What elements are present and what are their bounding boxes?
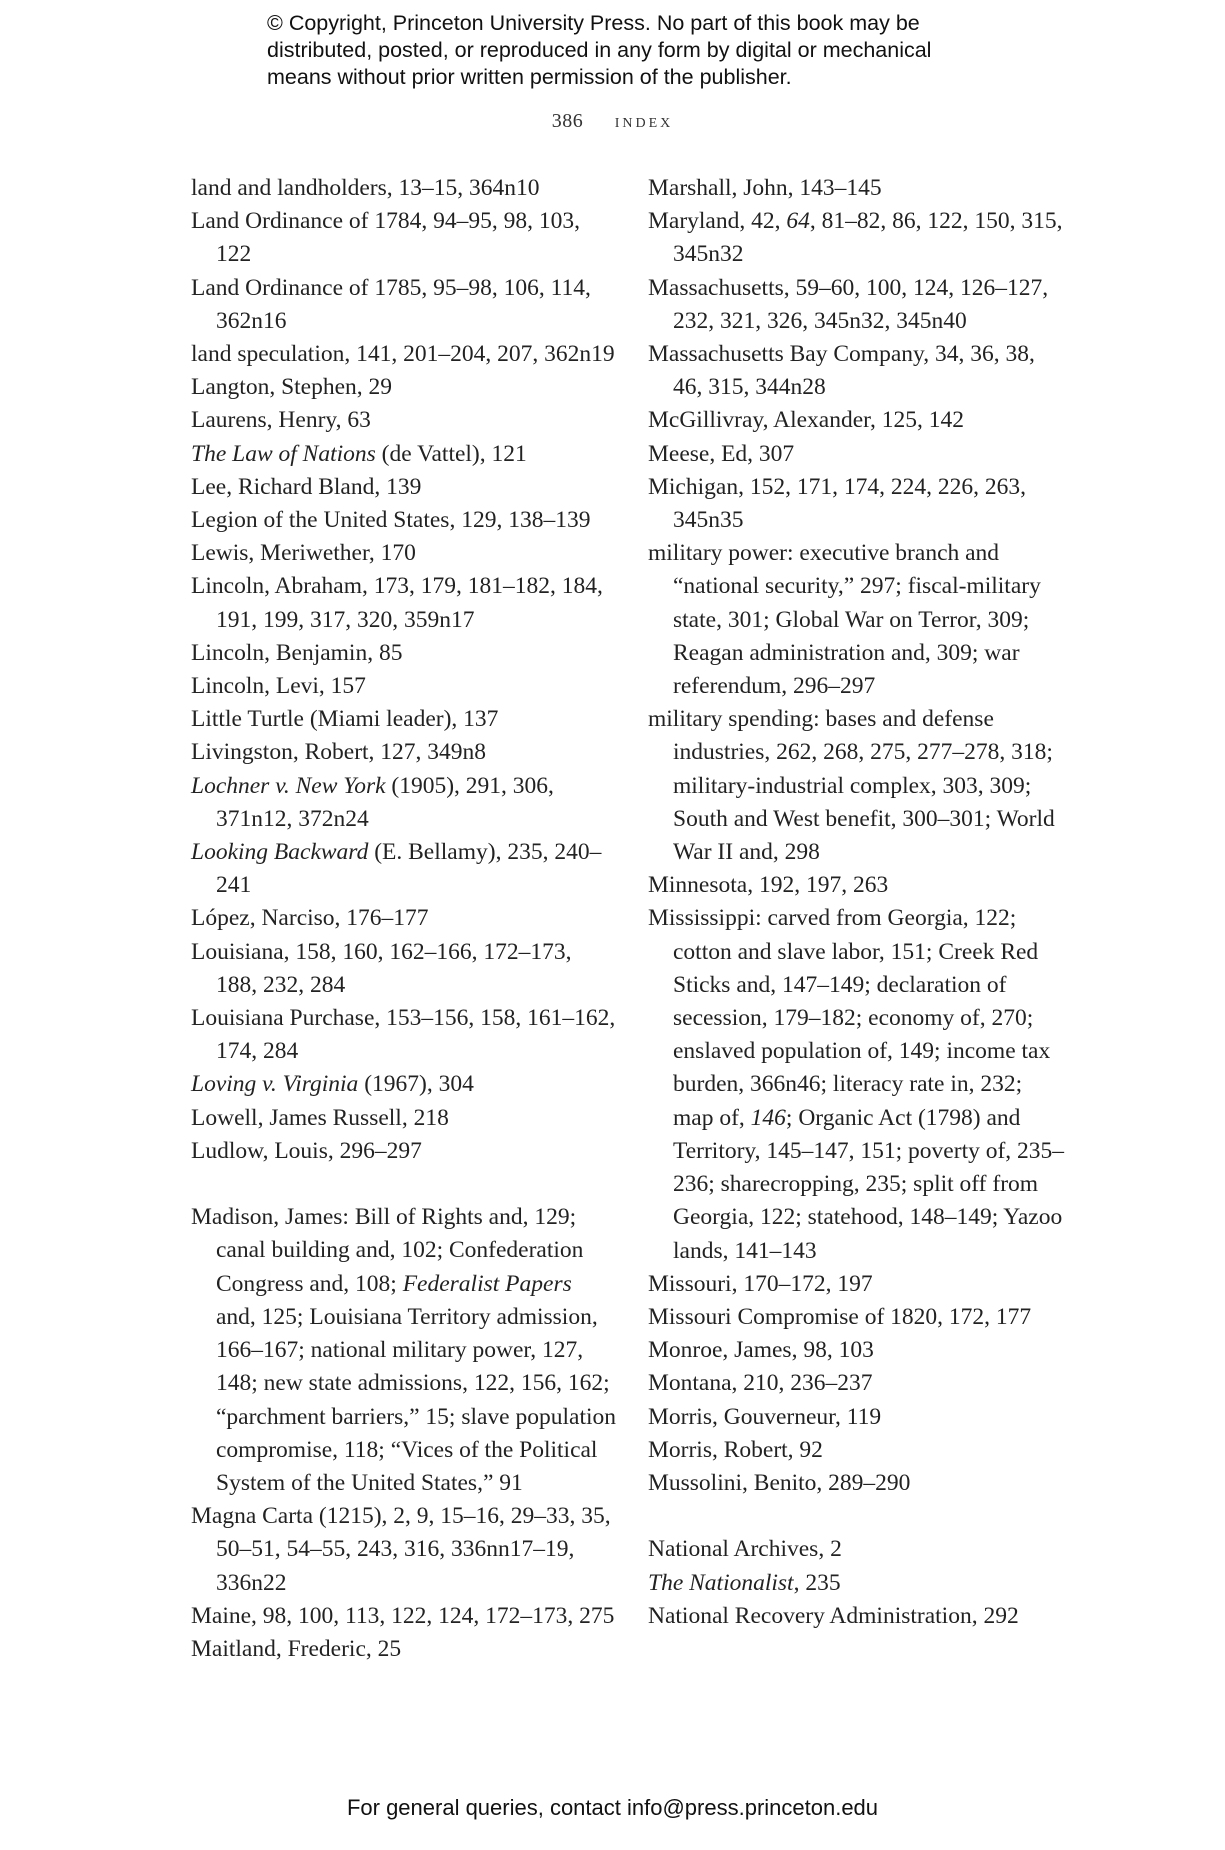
index-entry bbox=[191, 371, 616, 404]
copyright-line: distributed, posted, or reproduced in any form by digital or mechanical bbox=[267, 38, 932, 62]
entry-text: Land Ordinance of 1784, 94–95, 98, 103, 122 bbox=[191, 208, 580, 268]
entry-italic-text: 146 bbox=[750, 1104, 786, 1131]
index-entry bbox=[648, 438, 1068, 471]
entry-text: military power: executive branch and “national security,” 297; fiscal-military state, 301; Global War on Terror, 309; Reagan administration and, 309; war referendum, 296–297 bbox=[648, 540, 1041, 700]
entry-text: , 235 bbox=[793, 1569, 841, 1596]
entry-text: Maine, 98, 100, 113, 122, 124, 172–173, 275 bbox=[191, 1602, 615, 1629]
index-entry bbox=[191, 736, 616, 769]
index-column-left bbox=[191, 172, 616, 1666]
entry-text: Montana, 210, 236–237 bbox=[648, 1370, 873, 1397]
index-entry bbox=[648, 272, 1068, 338]
index-entry bbox=[648, 172, 1068, 205]
entry-text: Meese, Ed, 307 bbox=[648, 440, 795, 467]
entry-text: land speculation, 141, 201–204, 207, 362n19 bbox=[191, 341, 615, 368]
copyright-line: means without prior written permission of the publisher. bbox=[267, 65, 792, 89]
index-entry bbox=[191, 1068, 616, 1101]
entry-text: Louisiana, 158, 160, 162–166, 172–173, 188, 232, 284 bbox=[191, 938, 572, 998]
entry-text: Lewis, Meriwether, 170 bbox=[191, 540, 416, 567]
entry-text: Missouri Compromise of 1820, 172, 177 bbox=[648, 1303, 1032, 1330]
index-entry bbox=[648, 1401, 1068, 1434]
entry-text: (1905), 291, 306, 371n12, 372n24 bbox=[216, 772, 554, 832]
index-entry bbox=[648, 869, 1068, 902]
index-entry bbox=[648, 1434, 1068, 1467]
index-entry bbox=[191, 1600, 616, 1633]
index-entry bbox=[191, 1102, 616, 1135]
index-entry bbox=[648, 1600, 1068, 1633]
entry-italic-text: 64 bbox=[786, 208, 810, 235]
index-entry bbox=[191, 471, 616, 504]
index-entry bbox=[191, 570, 616, 636]
entry-text: and, 125; Louisiana Territory admission, 166–167; national military power, 127, 148; new state admissions, 122, 156, 162; “parchment barriers,” 15; slave population compromise, 118; “Vices of the Political System of the United States,” 91 bbox=[216, 1303, 617, 1496]
index-entry bbox=[648, 1301, 1068, 1334]
index-entry bbox=[648, 1367, 1068, 1400]
entry-text: (de Vattel), 121 bbox=[375, 440, 527, 467]
entry-text: Morris, Robert, 92 bbox=[648, 1436, 823, 1463]
index-entry bbox=[191, 404, 616, 437]
index-entry bbox=[191, 637, 616, 670]
index-entry bbox=[191, 504, 616, 537]
index-entry bbox=[191, 172, 616, 205]
page-number: 386 bbox=[551, 110, 584, 132]
entry-text: Lincoln, Benjamin, 85 bbox=[191, 639, 403, 666]
index-entry bbox=[648, 1334, 1068, 1367]
entry-text: Massachusetts, 59–60, 100, 124, 126–127, 232, 321, 326, 345n32, 345n40 bbox=[648, 274, 1049, 334]
entry-text: Little Turtle (Miami leader), 137 bbox=[191, 706, 499, 733]
index-entry bbox=[648, 471, 1068, 537]
index-entry bbox=[648, 1268, 1068, 1301]
entry-text: Lee, Richard Bland, 139 bbox=[191, 473, 422, 500]
entry-text: Louisiana Purchase, 153–156, 158, 161–162, 174, 284 bbox=[191, 1005, 616, 1065]
index-entry bbox=[648, 703, 1068, 869]
index-entry bbox=[191, 1500, 616, 1600]
entry-text: Legion of the United States, 129, 138–139 bbox=[191, 507, 591, 534]
entry-text: Marshall, John, 143–145 bbox=[648, 175, 882, 201]
running-head bbox=[0, 110, 1225, 133]
entry-italic-text: Lochner v. New York bbox=[191, 772, 386, 799]
entry-text: military spending: bases and defense industries, 262, 268, 275, 277–278, 318; military-industrial complex, 303, 309; South and West benefit, 300–301; World War II and, 298 bbox=[648, 706, 1055, 866]
index-entry bbox=[191, 338, 616, 371]
entry-text: National Archives, 2 bbox=[648, 1536, 842, 1563]
entry-text: McGillivray, Alexander, 125, 142 bbox=[648, 407, 965, 434]
entry-italic-text: The Law of Nations bbox=[191, 440, 376, 467]
index-entry bbox=[191, 438, 616, 471]
entry-text: , 81–82, 86, 122, 150, 315, 345n32 bbox=[673, 208, 1063, 268]
section-title: index bbox=[614, 110, 674, 132]
index-entry bbox=[191, 1002, 616, 1068]
index-entry bbox=[648, 1567, 1068, 1600]
entry-italic-text: Federalist Papers bbox=[402, 1270, 572, 1297]
index-entry bbox=[648, 205, 1068, 271]
entry-text: Madison, James: Bill of Rights and, 129; canal building and, 102; Confederation Congress and, 108; bbox=[191, 1204, 584, 1297]
entry-text: Lincoln, Levi, 157 bbox=[191, 673, 366, 700]
entry-text: López, Narciso, 176–177 bbox=[191, 905, 429, 932]
entry-text: Land Ordinance of 1785, 95–98, 106, 114, 362n16 bbox=[191, 274, 591, 334]
entry-text: Mississippi: carved from Georgia, 122; cotton and slave labor, 151; Creek Red Sticks and, 147–149; declaration of secession, 179–182; economy of, 270; enslaved population of, 149; income tax burden, 366n46; literacy rate in, 232; map of, bbox=[648, 905, 1051, 1131]
entry-text: Massachusetts Bay Company, 34, 36, 38, 46, 315, 344n28 bbox=[648, 341, 1035, 401]
index-entry bbox=[191, 1135, 616, 1168]
index-entry bbox=[191, 902, 616, 935]
index-entry bbox=[191, 936, 616, 1002]
index-entry bbox=[191, 1633, 616, 1666]
entry-text: Magna Carta (1215), 2, 9, 15–16, 29–33, 35, 50–51, 54–55, 243, 316, 336nn17–19, 336n22 bbox=[191, 1503, 611, 1596]
index-entry bbox=[191, 703, 616, 736]
index-entry bbox=[191, 537, 616, 570]
letter-group-spacer bbox=[648, 1500, 1068, 1533]
entry-text: National Recovery Administration, 292 bbox=[648, 1602, 1019, 1629]
copyright-line: © Copyright, Princeton University Press. No part of this book may be bbox=[267, 11, 920, 35]
letter-group-spacer bbox=[191, 1168, 616, 1201]
entry-text: Maitland, Frederic, 25 bbox=[191, 1635, 402, 1662]
entry-text: Minnesota, 192, 197, 263 bbox=[648, 872, 889, 899]
entry-italic-text: Loving v. Virginia bbox=[191, 1071, 359, 1098]
entry-text: Morris, Gouverneur, 119 bbox=[648, 1403, 882, 1430]
entry-text: Mussolini, Benito, 289–290 bbox=[648, 1469, 911, 1496]
entry-text: Michigan, 152, 171, 174, 224, 226, 263, 345n35 bbox=[648, 473, 1026, 534]
entry-text: Missouri, 170–172, 197 bbox=[648, 1270, 873, 1297]
index-entry bbox=[191, 836, 616, 902]
copyright-notice bbox=[267, 10, 1027, 91]
entry-text: Laurens, Henry, 63 bbox=[191, 407, 371, 434]
entry-text: Langton, Stephen, 29 bbox=[191, 374, 393, 401]
entry-text: land and landholders, 13–15, 364n10 bbox=[191, 175, 540, 201]
entry-text: Ludlow, Louis, 296–297 bbox=[191, 1137, 422, 1164]
entry-text: (1967), 304 bbox=[358, 1071, 474, 1098]
index-entry bbox=[648, 902, 1068, 1267]
index-entry bbox=[648, 1467, 1068, 1500]
entry-text: Livingston, Robert, 127, 349n8 bbox=[191, 739, 487, 766]
entry-text: (E. Bellamy), 235, 240–241 bbox=[216, 839, 602, 899]
index-entry bbox=[648, 1533, 1068, 1566]
index-entry bbox=[648, 404, 1068, 437]
entry-text: ; Organic Act (1798) and Territory, 145–147, 151; poverty of, 235–236; sharecropping, 235; split off from Georgia, 122; statehood, 148–149; Yazoo lands, 141–143 bbox=[673, 1104, 1065, 1264]
index-column-right bbox=[648, 172, 1068, 1633]
index-entry bbox=[191, 272, 616, 338]
entry-text: Lincoln, Abraham, 173, 179, 181–182, 184, 191, 199, 317, 320, 359n17 bbox=[191, 573, 603, 633]
entry-italic-text: The Nationalist bbox=[648, 1569, 794, 1596]
entry-text: Monroe, James, 98, 103 bbox=[648, 1337, 874, 1364]
index-entry bbox=[648, 338, 1068, 404]
index-entry bbox=[191, 1201, 616, 1500]
index-entry bbox=[191, 770, 616, 836]
index-entry bbox=[191, 205, 616, 271]
entry-italic-text: Looking Backward bbox=[191, 839, 369, 866]
index-entry bbox=[648, 537, 1068, 703]
entry-text: Lowell, James Russell, 218 bbox=[191, 1104, 449, 1131]
entry-text: Maryland, 42, bbox=[648, 208, 787, 235]
footer-contact: For general queries, contact info@press.princeton.edu bbox=[346, 1795, 879, 1820]
index-entry bbox=[191, 670, 616, 703]
